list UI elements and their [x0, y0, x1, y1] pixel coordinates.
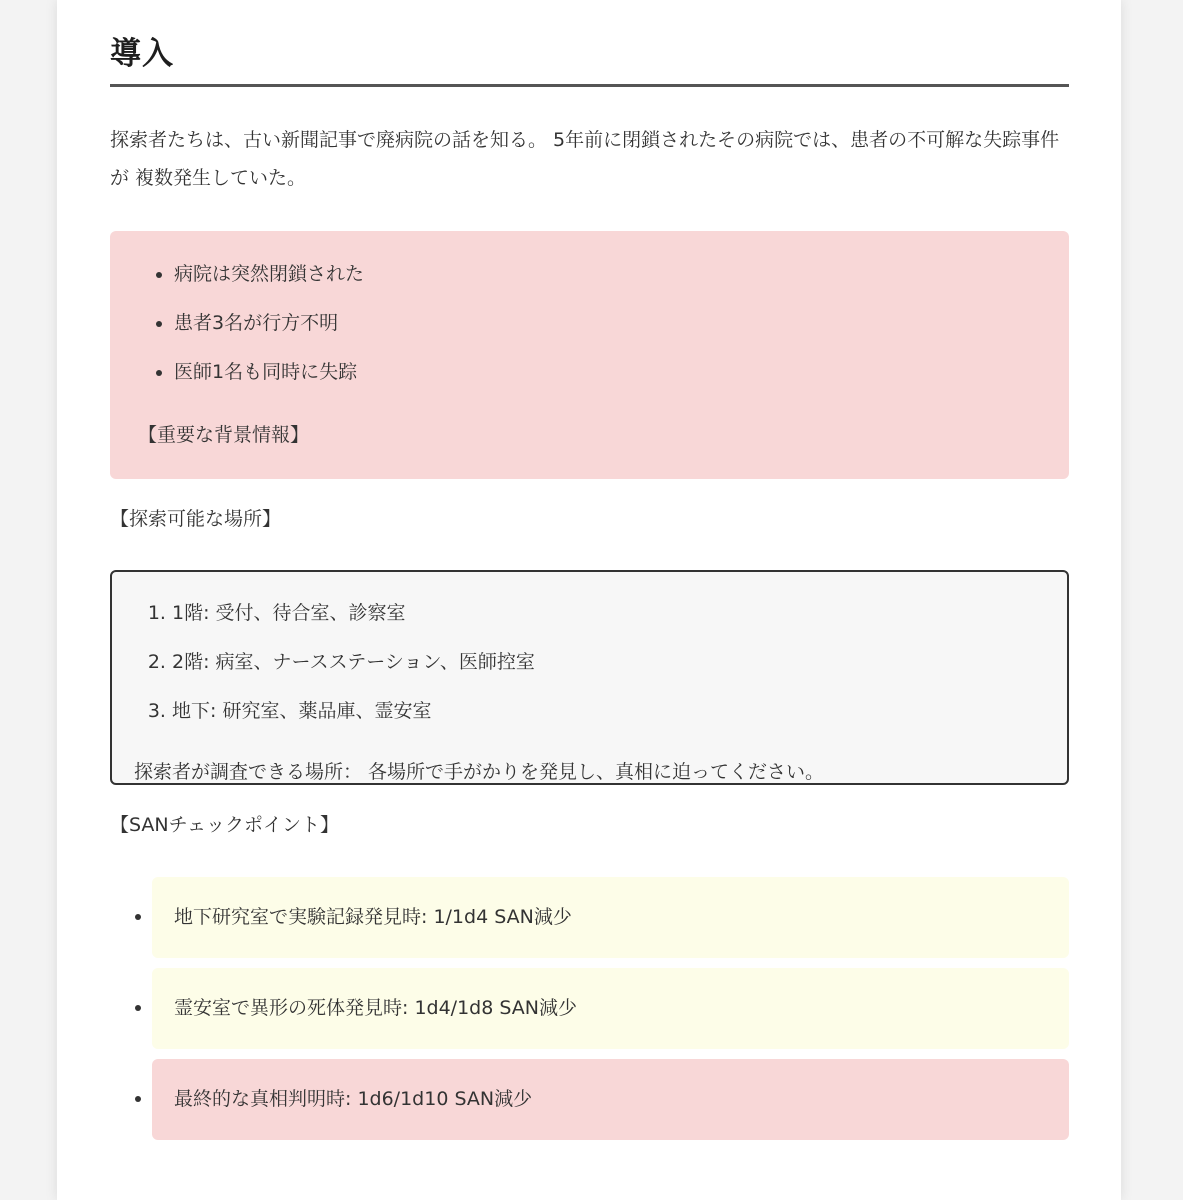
page-title: 導入 — [110, 36, 174, 72]
bullet-icon — [135, 1096, 141, 1102]
list-item: 1. 1階: 受付、待合室、診察室 — [172, 589, 1045, 638]
list-item: • 病院は突然閉鎖された — [174, 250, 1044, 299]
list-item: • 医師1名も同時に失踪 — [174, 348, 1044, 397]
san-check-list — [110, 877, 1069, 1140]
background-info-box — [110, 231, 1069, 479]
locations-note: 探索者が調査できる場所： 各場所で手がかりを発見し、真相に迫ってください。 — [134, 761, 825, 783]
title-divider — [110, 84, 1069, 87]
list-item: 3. 地下: 研究室、薬品庫、霊安室 — [172, 687, 1045, 736]
san-check-text: 地下研究室で実験記録発見時: 1/1d4 SAN減少 — [174, 906, 572, 928]
background-label: 【重要な背景情報】 — [138, 424, 310, 446]
document-content — [110, 0, 1069, 1150]
document-page — [57, 0, 1121, 1200]
locations-list — [134, 589, 1045, 736]
san-check-item — [152, 877, 1069, 958]
san-check-item — [152, 968, 1069, 1049]
san-check-text: 霊安室で異形の死体発見時: 1d4/1d8 SAN減少 — [174, 997, 577, 1019]
san-check-text: 最終的な真相判明時: 1d6/1d10 SAN減少 — [174, 1088, 533, 1110]
list-item: • 患者3名が行方不明 — [174, 299, 1044, 348]
locations-box — [110, 570, 1069, 785]
san-check-label: 【SANチェックポイント】 — [110, 814, 340, 836]
bullet-icon — [135, 914, 141, 920]
bullet-icon — [135, 1005, 141, 1011]
list-item: 2. 2階: 病室、ナースステーション、医師控室 — [172, 638, 1045, 687]
background-list — [138, 250, 1044, 397]
san-check-item — [152, 1059, 1069, 1140]
locations-label: 【探索可能な場所】 — [110, 508, 282, 530]
intro-paragraph: 探索者たちは、古い新聞記事で廃病院の話を知る。 5年前に閉鎖されたその病院では、患者の不可解な失踪事件が 複数発生していた。 — [110, 129, 1060, 189]
